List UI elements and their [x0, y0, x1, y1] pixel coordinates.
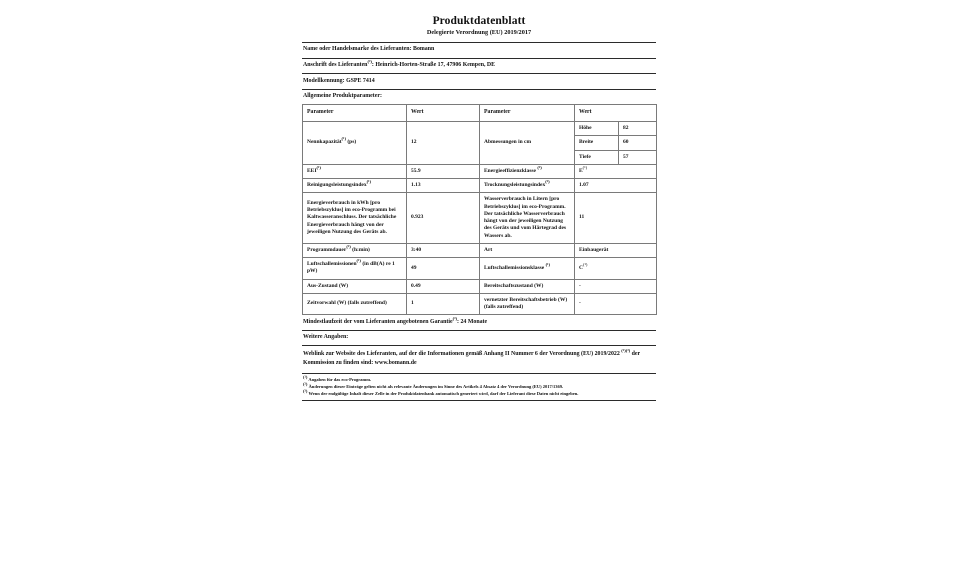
networked-standby-value: - [575, 293, 657, 315]
capacity-value: 12 [407, 122, 480, 165]
noise-footnote-marker: (¹) [356, 258, 361, 264]
dimension-depth-value: 57 [619, 150, 657, 164]
further-information-label: Weitere Angaben: [303, 334, 349, 341]
model-value: GSPE 7414 [346, 77, 375, 84]
page-subtitle: Delegierte Verordnung (EU) 2019/2017 [426, 29, 532, 37]
water-consumption-label: Wasserverbrauch in Litern [pro Betriebszyklus] im eco-Programm. Der tatsächliche Wasserverbrauch hängt von der jeweiligen Nutzung des Geräts und vom Härtegrad des Wassers ab. [480, 193, 575, 244]
program-duration-value: 3:40 [407, 243, 480, 257]
noise-class-value: C [579, 264, 583, 271]
model-label: Modellkennung: [303, 77, 345, 84]
supplier-address-row [302, 58, 656, 74]
header-value-left: Wert [407, 105, 480, 122]
cleaning-index-label-cell [303, 179, 407, 193]
footnote-3-text: Wenn der endgültige Inhalt dieser Zelle in der Produktdatenbank automatisch generiert wird, darf der Lieferant diese Daten nicht eingeben. [308, 390, 579, 396]
energy-consumption-value: 0.923 [407, 193, 480, 244]
program-duration-footnote-marker: (¹) [346, 243, 351, 249]
delay-start-label: Zeitvorwahl (W) (falls zutreffend) [303, 293, 407, 315]
header-value-right: Wert [575, 105, 657, 122]
general-parameters-label: Allgemeine Produktparameter: [303, 93, 382, 100]
supplier-address-value: : Heinrich-Horten-Straße 17, 47906 Kempen, DE [371, 61, 496, 68]
footnote-2-marker: (²) [303, 381, 308, 387]
header-parameter-left: Parameter [303, 105, 407, 122]
appliance-type-value: Einbaugerät [575, 243, 657, 257]
standby-mode-label: Bereitschaftszustand (W) [480, 279, 575, 293]
noise-class-label-cell [480, 258, 575, 280]
weblink-row [302, 345, 656, 373]
table-row-cleaning-index [303, 179, 657, 193]
cleaning-index-footnote-marker: (¹) [366, 179, 372, 185]
supplier-name-label: Name oder Handelsmarke des Lieferanten: [303, 46, 412, 53]
networked-standby-label: vernetzter Bereitschaftsbetrieb (W) (falls zutreffend) [480, 293, 575, 315]
energy-consumption-label: Energieverbrauch in kWh [pro Betriebszyklus] im eco-Programm bei Kaltwasseranschluss. Der tatsächliche Energieverbrauch hängt von der jeweiligen Nutzung des Geräts ab. [303, 193, 407, 244]
table-row-eei [303, 164, 657, 178]
capacity-footnote-marker: (¹) [341, 136, 346, 142]
drying-index-value: 1.07 [575, 179, 657, 193]
noise-class-label: Luftschallemissionsklasse [484, 264, 545, 271]
dimension-height-label: Höhe [575, 122, 619, 136]
off-mode-label: Aus-Zustand (W) [303, 279, 407, 293]
table-row-off-mode [303, 279, 657, 293]
drying-index-label-cell [480, 179, 575, 193]
table-row-capacity [303, 122, 657, 136]
weblink-url[interactable]: der Kommission zu finden sind: www.bomann.de [303, 351, 641, 367]
weblink-footnote-marker-1: (¹) [621, 348, 626, 354]
noise-value: 49 [407, 258, 480, 280]
noise-unit: (in dB(A) re 1 pW) [307, 261, 395, 275]
eei-value: 55.9 [407, 164, 480, 178]
energy-class-label: Energieeffizienzklasse [484, 167, 536, 174]
supplier-name-row [302, 42, 656, 58]
capacity-label-cell [303, 122, 407, 165]
footnote-1-text: Angaben für das eco-Programm. [308, 377, 372, 383]
dimension-width-label: Breite [575, 136, 619, 150]
noise-class-value-footnote-marker: (¹) [582, 261, 588, 267]
dimension-width-value: 60 [619, 136, 657, 150]
warranty-footnote-marker: (³) [452, 315, 458, 321]
program-duration-unit: (h:min) [352, 246, 370, 253]
page-title: Produktdatenblatt [432, 15, 526, 27]
footnote-1-marker: (¹) [303, 374, 308, 380]
footnote-2-text: Änderungen dieser Einträge gelten nicht als relevante Änderungen im Sinne des Artikels 4 Absatz 4 der Verordnung (EU) 2017/1369. [308, 383, 564, 389]
energy-class-footnote-marker: (²) [537, 164, 542, 170]
drying-index-label: Trocknungsleistungsindex [484, 182, 546, 189]
further-information-heading-row [302, 330, 656, 346]
program-duration-label: Programmdauer [307, 246, 347, 253]
dimensions-label: Abmessungen in cm [480, 122, 575, 165]
noise-label-cell [303, 258, 407, 280]
eei-footnote-marker: (¹) [316, 164, 321, 170]
table-row-delay-start [303, 293, 657, 315]
noise-label: Luftschallemissionen [307, 261, 357, 268]
dimension-depth-label: Tiefe [575, 150, 619, 164]
model-row [302, 73, 656, 89]
supplier-name-value: Bomann [413, 46, 435, 53]
general-parameters-heading-row [302, 89, 656, 105]
cleaning-index-label: Reinigungsleistungsindex [307, 182, 367, 189]
capacity-label-suffix: (ps) [347, 139, 357, 146]
table-row-program-duration [303, 243, 657, 257]
appliance-type-label: Art [480, 243, 575, 257]
energy-class-value-footnote-marker: (¹) [582, 164, 588, 170]
weblink-text-start: Weblink zur Website des Lieferanten, auf der die Informationen gemäß Anhang II Nummer 6 der Verordnung (EU) 2019/2022 [303, 351, 622, 358]
water-consumption-value: 11 [575, 193, 657, 244]
eei-label-cell [303, 164, 407, 178]
table-header-row [303, 105, 657, 122]
noise-class-footnote-marker: (¹) [545, 261, 551, 267]
warranty-row [302, 315, 656, 330]
noise-class-value-cell [575, 258, 657, 280]
footnote-3 [303, 388, 655, 398]
program-duration-label-cell [303, 243, 407, 257]
energy-class-label-cell [480, 164, 575, 178]
table-row-noise [303, 258, 657, 280]
standby-mode-value: - [575, 279, 657, 293]
product-fiche [302, 14, 656, 401]
capacity-label: Nennkapazität [307, 139, 342, 146]
supplier-address-label: Anschrift des Lieferanten [303, 61, 368, 68]
warranty-label: Mindestlaufzeit der vom Lieferanten angebotenen Garantie [303, 318, 453, 325]
delay-start-value: 1 [407, 293, 480, 315]
table-row-consumption [303, 193, 657, 244]
header-parameter-right: Parameter [480, 105, 575, 122]
off-mode-value: 0.49 [407, 279, 480, 293]
product-parameters-table [302, 104, 657, 315]
energy-class-value: E [579, 167, 583, 174]
warranty-value: : 24 Monate [457, 318, 488, 325]
footnote-3-marker: (³) [303, 388, 308, 394]
drying-index-footnote-marker: (¹) [545, 179, 550, 185]
supplier-address-footnote-marker: (³) [367, 59, 372, 64]
cleaning-index-value: 1.13 [407, 179, 480, 193]
energy-class-value-cell [575, 164, 657, 178]
eei-label: EEI [307, 167, 317, 174]
weblink-footnote-marker-2: (³) [625, 348, 631, 354]
footnotes-block [302, 374, 656, 402]
dimension-height-value: 82 [619, 122, 657, 136]
